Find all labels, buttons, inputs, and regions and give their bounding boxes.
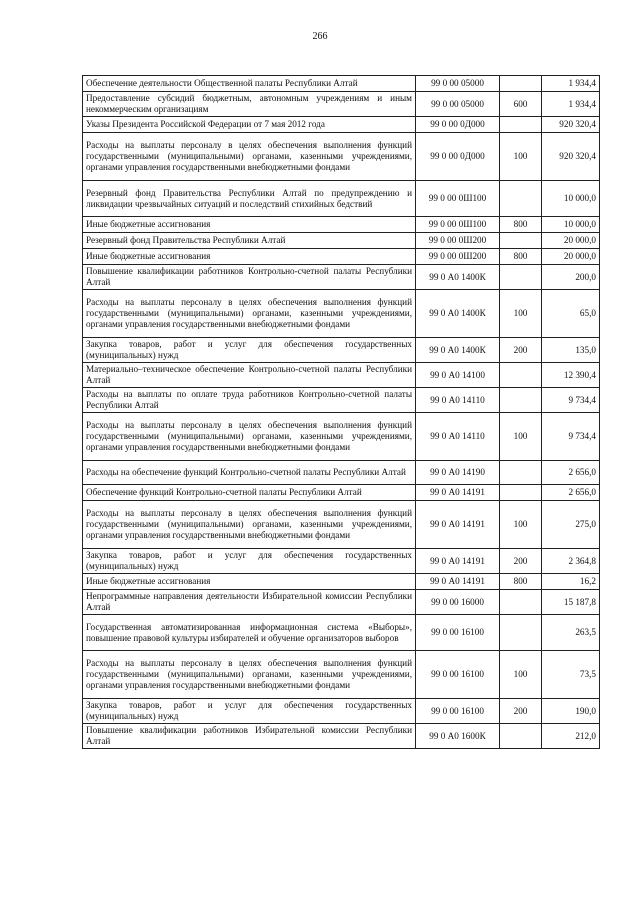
table-row: [83, 117, 600, 133]
row-amount-cell: 10 000,0: [542, 181, 600, 217]
row-expense-type-cell: 200: [500, 338, 542, 363]
row-expense-type-cell: 100: [500, 133, 542, 181]
row-target-code-cell: 99 0 А0 14191: [416, 549, 500, 574]
row-name-cell: Расходы на выплаты персоналу в целях обеспечения выполнения функций государственными (муниципальными) органами, казенными учреждениями, органами управления государственными внебюджетными фондами: [83, 651, 416, 699]
row-target-code-cell: 99 0 00 16100: [416, 651, 500, 699]
row-expense-type-cell: [500, 181, 542, 217]
row-expense-type-cell: [500, 724, 542, 749]
row-target-code-cell: 99 0 А0 1400К: [416, 290, 500, 338]
row-name-cell: Расходы на выплаты персоналу в целях обеспечения выполнения функций государственными (муниципальными) органами, казенными учреждениями, органами управления государственными внебюджетными фондами: [83, 413, 416, 461]
row-expense-type-cell: 100: [500, 501, 542, 549]
row-target-code-cell: 99 0 А0 14191: [416, 501, 500, 549]
row-expense-type-cell: 800: [500, 574, 542, 590]
row-expense-type-cell: 800: [500, 217, 542, 233]
row-name-cell: Предоставление субсидий бюджетным, автономным учреждениям и иным некоммерческим организациям: [83, 92, 416, 117]
row-amount-cell: 73,5: [542, 651, 600, 699]
row-target-code-cell: 99 0 00 05000: [416, 92, 500, 117]
row-name-cell: Указы Президента Российской Федерации от 7 мая 2012 года: [83, 117, 416, 133]
table-row: [83, 549, 600, 574]
row-amount-cell: 135,0: [542, 338, 600, 363]
row-expense-type-cell: 600: [500, 92, 542, 117]
table-row: [83, 574, 600, 590]
row-expense-type-cell: [500, 265, 542, 290]
table-row: [83, 699, 600, 724]
row-name-cell: Закупка товаров, работ и услуг для обеспечения государственных (муниципальных) нужд: [83, 338, 416, 363]
table-row: [83, 133, 600, 181]
row-name-cell: Иные бюджетные ассигнования: [83, 574, 416, 590]
table-row: [83, 181, 600, 217]
row-amount-cell: 9 734,4: [542, 388, 600, 413]
row-amount-cell: 263,5: [542, 615, 600, 651]
table-row: [83, 92, 600, 117]
row-target-code-cell: 99 0 00 0Д000: [416, 133, 500, 181]
row-name-cell: Иные бюджетные ассигнования: [83, 217, 416, 233]
table-row: [83, 485, 600, 501]
table-row: [83, 338, 600, 363]
row-expense-type-cell: [500, 233, 542, 249]
row-amount-cell: 2 364,8: [542, 549, 600, 574]
row-amount-cell: 20 000,0: [542, 233, 600, 249]
table-row: [83, 413, 600, 461]
row-target-code-cell: 99 0 00 0Д000: [416, 117, 500, 133]
row-name-cell: Повышение квалификации работников Избирательной комиссии Республики Алтай: [83, 724, 416, 749]
row-amount-cell: 65,0: [542, 290, 600, 338]
row-amount-cell: 15 187,8: [542, 590, 600, 615]
row-target-code-cell: 99 0 00 0Ш200: [416, 249, 500, 265]
budget-table-body: [83, 76, 600, 749]
row-name-cell: Расходы на выплаты персоналу в целях обеспечения выполнения функций государственными (муниципальными) органами, казенными учреждениями, органами управления государственными внебюджетными фондами: [83, 501, 416, 549]
table-row: [83, 265, 600, 290]
row-expense-type-cell: [500, 615, 542, 651]
row-name-cell: Закупка товаров, работ и услуг для обеспечения государственных (муниципальных) нужд: [83, 549, 416, 574]
row-expense-type-cell: 800: [500, 249, 542, 265]
row-name-cell: Повышение квалификации работников Контрольно-счетной палаты Республики Алтай: [83, 265, 416, 290]
row-target-code-cell: 99 0 А0 14110: [416, 413, 500, 461]
row-amount-cell: 2 656,0: [542, 485, 600, 501]
row-amount-cell: 1 934,4: [542, 76, 600, 92]
row-expense-type-cell: [500, 76, 542, 92]
row-name-cell: Расходы на выплаты персоналу в целях обеспечения выполнения функций государственными (муниципальными) органами, казенными учреждениями, органами управления государственными внебюджетными фондами: [83, 133, 416, 181]
row-expense-type-cell: 100: [500, 290, 542, 338]
row-target-code-cell: 99 0 А0 14190: [416, 461, 500, 485]
row-target-code-cell: 99 0 А0 14191: [416, 574, 500, 590]
row-name-cell: Резервный фонд Правительства Республики Алтай по предупреждению и ликвидации чрезвычайных ситуаций и последствий стихийных бедствий: [83, 181, 416, 217]
row-amount-cell: 920 320,4: [542, 117, 600, 133]
row-name-cell: Обеспечение функций Контрольно-счетной палаты Республики Алтай: [83, 485, 416, 501]
row-name-cell: Непрограммные направления деятельности Избирательной комиссии Республики Алтай: [83, 590, 416, 615]
row-amount-cell: 12 390,4: [542, 363, 600, 388]
row-expense-type-cell: [500, 461, 542, 485]
row-name-cell: Государственная автоматизированная информационная система «Выборы», повышение правовой культуры избирателей и обучение организаторов выборов: [83, 615, 416, 651]
row-target-code-cell: 99 0 А0 14110: [416, 388, 500, 413]
table-row: [83, 290, 600, 338]
row-name-cell: Иные бюджетные ассигнования: [83, 249, 416, 265]
row-expense-type-cell: [500, 485, 542, 501]
row-name-cell: Закупка товаров, работ и услуг для обеспечения государственных (муниципальных) нужд: [83, 699, 416, 724]
row-amount-cell: 9 734,4: [542, 413, 600, 461]
row-target-code-cell: 99 0 00 05000: [416, 76, 500, 92]
row-expense-type-cell: [500, 388, 542, 413]
row-expense-type-cell: 100: [500, 413, 542, 461]
row-target-code-cell: 99 0 А0 1400К: [416, 265, 500, 290]
row-name-cell: Материально–техническое обеспечение Контрольно-счетной палаты Республики Алтай: [83, 363, 416, 388]
row-expense-type-cell: 200: [500, 549, 542, 574]
table-row: [83, 615, 600, 651]
table-row: [83, 461, 600, 485]
row-amount-cell: 200,0: [542, 265, 600, 290]
row-expense-type-cell: [500, 590, 542, 615]
table-row: [83, 651, 600, 699]
row-target-code-cell: 99 0 00 0Ш100: [416, 181, 500, 217]
row-amount-cell: 1 934,4: [542, 92, 600, 117]
row-name-cell: Расходы на выплаты персоналу в целях обеспечения выполнения функций государственными (муниципальными) органами, казенными учреждениями, органами управления государственными внебюджетными фондами: [83, 290, 416, 338]
row-name-cell: Расходы на выплаты по оплате труда работников Контрольно-счетной палаты Республики Алтай: [83, 388, 416, 413]
table-row: [83, 76, 600, 92]
table-row: [83, 363, 600, 388]
row-target-code-cell: 99 0 00 0Ш200: [416, 233, 500, 249]
row-target-code-cell: 99 0 А0 14191: [416, 485, 500, 501]
row-name-cell: Резервный фонд Правительства Республики Алтай: [83, 233, 416, 249]
row-expense-type-cell: [500, 117, 542, 133]
row-target-code-cell: 99 0 00 16100: [416, 615, 500, 651]
row-name-cell: Обеспечение деятельности Общественной палаты Республики Алтай: [83, 76, 416, 92]
row-name-cell: Расходы на обеспечение функций Контрольно-счетной палаты Республики Алтай: [83, 461, 416, 485]
row-amount-cell: 212,0: [542, 724, 600, 749]
row-amount-cell: 920 320,4: [542, 133, 600, 181]
row-expense-type-cell: [500, 363, 542, 388]
row-amount-cell: 2 656,0: [542, 461, 600, 485]
table-row: [83, 724, 600, 749]
budget-table: [82, 75, 600, 749]
row-amount-cell: 190,0: [542, 699, 600, 724]
row-target-code-cell: 99 0 00 16100: [416, 699, 500, 724]
row-amount-cell: 16,2: [542, 574, 600, 590]
table-row: [83, 388, 600, 413]
row-expense-type-cell: 100: [500, 651, 542, 699]
row-target-code-cell: 99 0 А0 1400К: [416, 338, 500, 363]
table-row: [83, 249, 600, 265]
row-target-code-cell: 99 0 00 16000: [416, 590, 500, 615]
table-row: [83, 501, 600, 549]
row-target-code-cell: 99 0 А0 1600К: [416, 724, 500, 749]
row-expense-type-cell: 200: [500, 699, 542, 724]
table-row: [83, 217, 600, 233]
row-amount-cell: 275,0: [542, 501, 600, 549]
row-amount-cell: 20 000,0: [542, 249, 600, 265]
page-number: 266: [312, 31, 328, 42]
row-target-code-cell: 99 0 А0 14100: [416, 363, 500, 388]
row-amount-cell: 10 000,0: [542, 217, 600, 233]
table-row: [83, 590, 600, 615]
table-row: [83, 233, 600, 249]
row-target-code-cell: 99 0 00 0Ш100: [416, 217, 500, 233]
